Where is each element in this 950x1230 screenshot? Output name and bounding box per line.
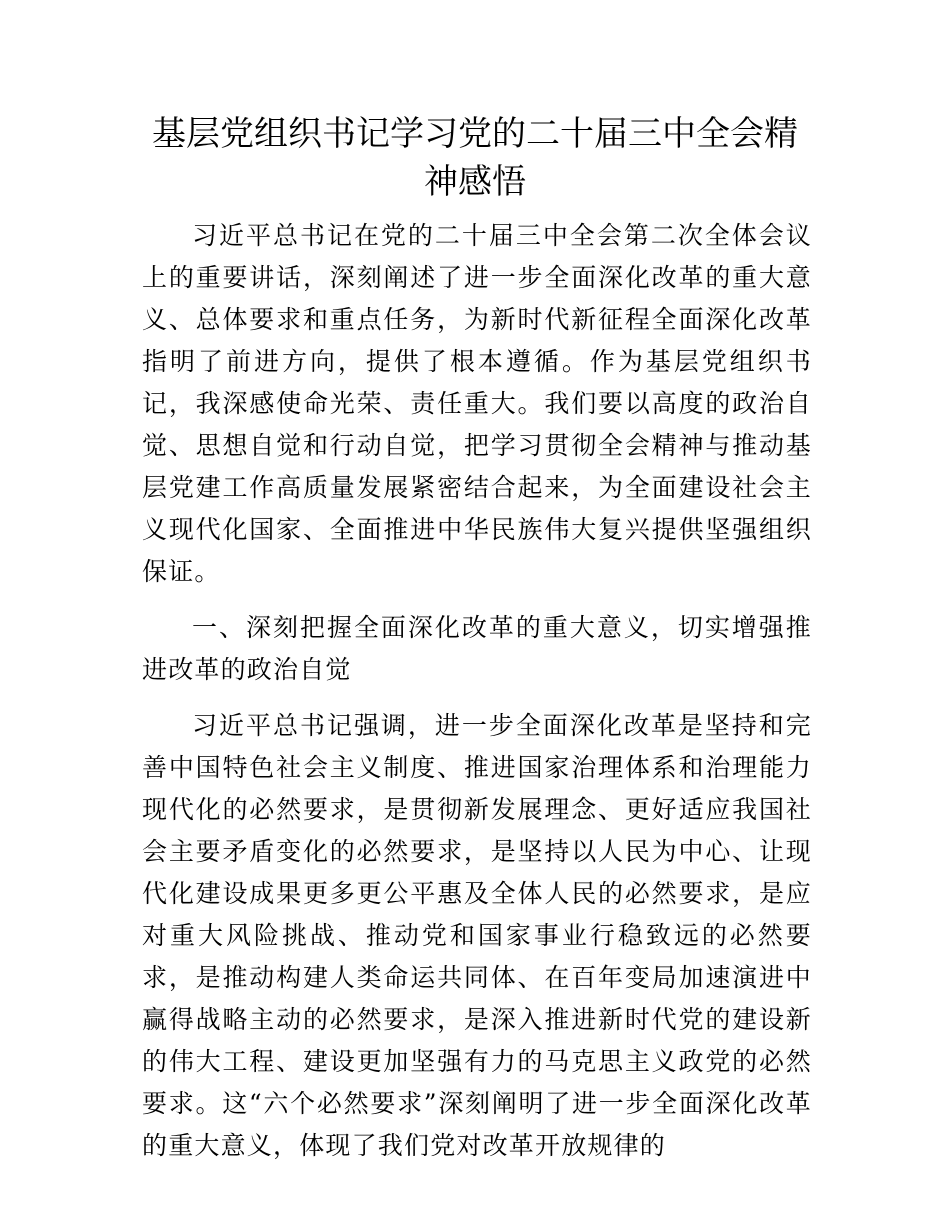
document-title: 基层党组织书记学习党的二十届三中全会精神感悟 — [152, 114, 798, 202]
body-paragraph: 习近平总书记强调，进一步全面深化改革是坚持和完善中国特色社会主义制度、推进国家治理体系和治理能力现代化的必然要求，是贯彻新发展理念、更好适应我国社会主要矛盾变化的必然要求，是坚持以人民为中心、让现代化建设成果更多更公平惠及全体人民的必然要求，是应对重大风险挑战、推动党和国家事业行稳致远的必然要求，是推动构建人类命运共同体、在百年变局加速演进中赢得战略主动的必然要求，是深入推进新时代党的建设新的伟大工程、建设更加坚强有力的马克思主义政党的必然要求。这“六个必然要求”深刻阐明了进一步全面深化改革的重大意义，体现了我们党对改革开放规律的 — [142, 711, 812, 1160]
section-heading: 一、深刻把握全面深化改革的重大意义，切实增强推进改革的政治自觉 — [142, 613, 812, 684]
intro-paragraph: 习近平总书记在党的二十届三中全会第二次全体会议上的重要讲话，深刻阐述了进一步全面深化改革的重大意义、总体要求和重点任务，为新时代新征程全面深化改革指明了前进方向，提供了根本遵循。作为基层党组织书记，我深感使命光荣、责任重大。我们要以高度的政治自觉、思想自觉和行动自觉，把学习贯彻全会精神与推动基层党建工作高质量发展紧密结合起来，为全面建设社会主义现代化国家、全面推进中华民族伟大复兴提供坚强组织保证。 — [142, 221, 812, 586]
document-body — [142, 215, 812, 1181]
